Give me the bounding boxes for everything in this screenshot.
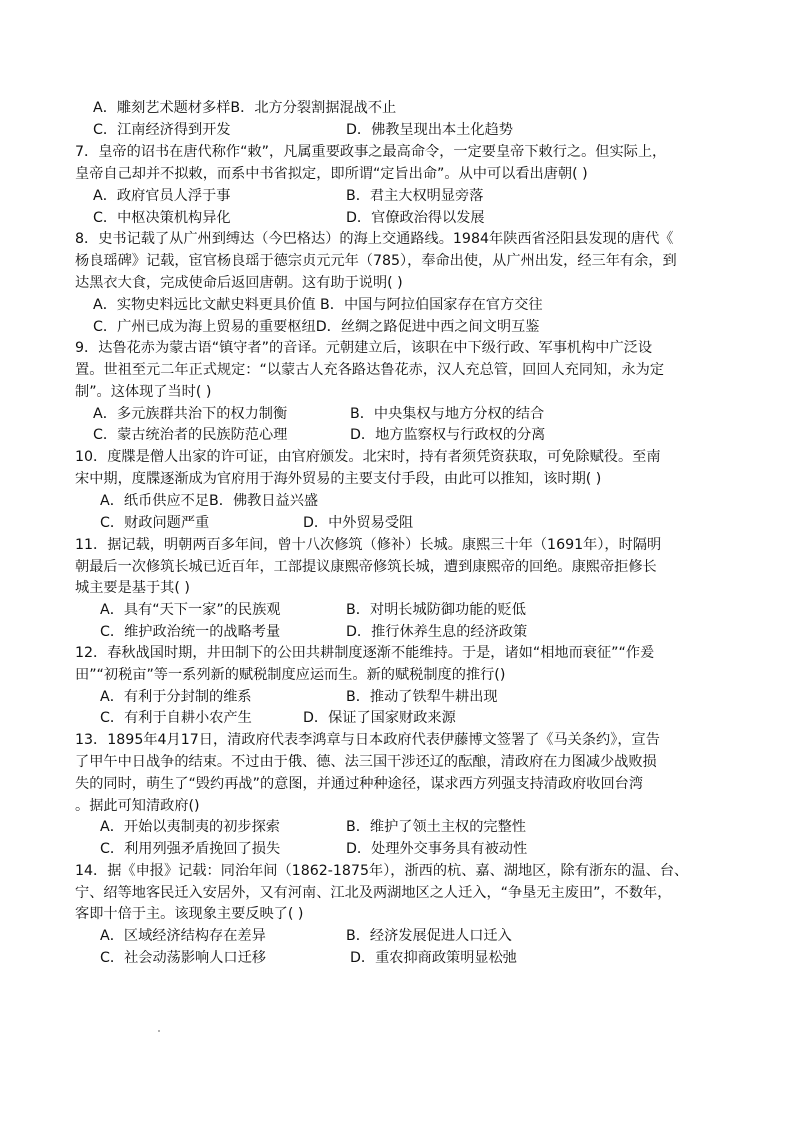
question-stem-line: 田”“初税亩”等一系列新的赋税制度应运而生。新的赋税制度的推行() <box>75 667 506 683</box>
option-row <box>0 490 793 512</box>
question-stem-line: 了甲午中日战争的结束。不过由于俄、德、法三国干涉还辽的酝酿，清政府在力图减少战败损 <box>75 754 657 770</box>
question-stem-line: 。据此可知清政府() <box>75 798 200 814</box>
option: D．重农抑商政策明显松弛 <box>350 950 517 966</box>
option-row <box>0 316 793 338</box>
option-row <box>0 621 793 643</box>
question-stem-line: 11．据记载，明朝两百多年间，曾十八次修筑（修补）长城。康熙三十年（1691年），时隔明 <box>75 537 662 553</box>
option: B．对明长城防御功能的贬低 <box>346 602 526 618</box>
scan-speck <box>158 1030 160 1032</box>
option: B．维护了领土主权的完整性 <box>346 819 526 835</box>
option: C．蒙古统治者的民族防范心理 <box>93 427 288 443</box>
option: D．保证了国家财政来源 <box>303 710 456 726</box>
question-stem-line: 7．皇帝的诏书在唐代称作“敕”，凡属重要政事之最高命令，一定要皇帝下敕行之。但实际上， <box>75 144 667 160</box>
option-row <box>0 707 793 729</box>
option: C．有利于自耕小农产生 <box>100 710 252 726</box>
question-stem-line: 朝最后一次修筑长城已近百年，工部提议康熙帝修筑长城，遭到康熙帝的回绝。康熙帝拒修长 <box>75 559 657 575</box>
question-stem-line: 杨良瑶碑》记载，宦官杨良瑶于德宗贞元元年（785），奉命出使，从广州出发，经三年有余，到 <box>75 253 677 269</box>
option: D．官僚政治得以发展 <box>346 210 485 226</box>
option-row <box>0 207 793 229</box>
question-stem-line: 皇帝自己却并不拟敕，而系中书省拟定，即所谓“定旨出命”。从中可以看出唐朝( ) <box>75 166 588 182</box>
option: A．政府官员人浮于事 <box>93 188 231 204</box>
option: C．财政问题严重 <box>100 515 210 531</box>
option: C．社会动荡影响人口迁移 <box>100 950 266 966</box>
option-row <box>0 925 793 947</box>
option-row <box>0 97 793 119</box>
option: D．地方监察权与行政权的分离 <box>350 427 546 443</box>
option: A．多元族群共治下的权力制衡 <box>93 406 288 422</box>
option: A．区域经济结构存在差异 <box>100 928 266 944</box>
option: B．君主大权明显旁落 <box>346 188 484 204</box>
option: C．利用列强矛盾挽回了损失 <box>100 841 281 857</box>
question-stem-line: 10．度牒是僧人出家的许可证，由官府颁发。北宋时，持有者须凭资获取，可免除赋役。至南 <box>75 449 661 465</box>
option-row <box>0 816 793 838</box>
option-row <box>0 403 793 425</box>
option-row <box>0 185 793 207</box>
question-stem-line: 宁、绍等地客民迁入安居外，又有河南、江北及两湖地区之人迁入，“争垦无主废田”，不数年， <box>75 885 672 901</box>
question-stem-line: 城主要是基于其( ) <box>75 580 190 596</box>
option-row <box>0 119 793 141</box>
option: C．维护政治统一的战略考量 <box>100 624 281 640</box>
option: A．实物史料远比文献史料更具价值 B．中国与阿拉伯国家存在官方交往 <box>93 297 543 313</box>
option: B．中央集权与地方分权的结合 <box>350 406 545 422</box>
option-row <box>0 838 793 860</box>
option: C．中枢决策机构异化 <box>93 210 231 226</box>
option: B．推动了铁犁牛耕出现 <box>346 689 498 705</box>
question-stem-line: 13．1895年4月17日，清政府代表李鸿章与日本政府代表伊藤博文签署了《马关条约》，宣告 <box>75 732 660 748</box>
question-stem-line: 12．春秋战国时期，井田制下的公田共耕制度逐渐不能维持。于是，诸如“相地而衰征”“作爰 <box>75 645 655 661</box>
option: D．处理外交事务具有被动性 <box>346 841 528 857</box>
question-stem-line: 失的同时，萌生了“毁约再战”的意图，并通过种种途径，谋求西方列强支持清政府收回台湾 <box>75 776 644 792</box>
option-row <box>0 947 793 969</box>
question-stem-line: 8．史书记载了从广州到缚达（今巴格达）的海上交通路线。1984年陕西省泾阳县发现的唐代《 <box>75 231 674 247</box>
question-stem-line: 客即十倍于主。该现象主要反映了( ) <box>75 906 304 922</box>
option: A．具有“天下一家”的民族观 <box>100 602 281 618</box>
question-stem-line: 达黑衣大食，完成使命后返回唐朝。这有助于说明( ) <box>75 275 403 291</box>
question-stem-line: 宋中期，度牒逐渐成为官府用于海外贸易的主要支付手段，由此可以推知，该时期( ) <box>75 471 602 487</box>
option: B．经济发展促进人口迁入 <box>346 928 512 944</box>
option: C．江南经济得到开发 <box>93 122 231 138</box>
option: A．有利于分封制的维系 <box>100 689 252 705</box>
option-row <box>0 424 793 446</box>
option: D．推行休养生息的经济政策 <box>346 624 528 640</box>
question-stem-line: 9．达鲁花赤为蒙古语“镇守者”的音译。元朝建立后，该职在中下级行政、军事机构中广泛设 <box>75 340 653 356</box>
option: A．纸币供应不足B．佛教日益兴盛 <box>100 493 319 509</box>
option-row <box>0 512 793 534</box>
option: A．开始以夷制夷的初步探索 <box>100 819 280 835</box>
question-stem-line: 置。世祖至元二年正式规定：“以蒙古人充各路达鲁花赤，汉人充总管，回回人充同知，永为定 <box>75 362 665 378</box>
question-stem-line: 14．据《申报》记载：同治年间（1862-1875年），浙西的杭、嘉、湖地区，除有浙东的温、台、 <box>75 863 689 879</box>
option: D．佛教呈现出本土化趋势 <box>346 122 513 138</box>
option-row <box>0 686 793 708</box>
option: D．中外贸易受阻 <box>303 515 414 531</box>
option-row <box>0 599 793 621</box>
option: C．广州已成为海上贸易的重要枢纽D．丝绸之路促进中西之间文明互鉴 <box>93 319 540 335</box>
question-stem-line: 制”。这体现了当时( ) <box>75 384 212 400</box>
option-row <box>0 294 793 316</box>
option: A．雕刻艺术题材多样B．北方分裂割据混战不止 <box>93 100 397 116</box>
